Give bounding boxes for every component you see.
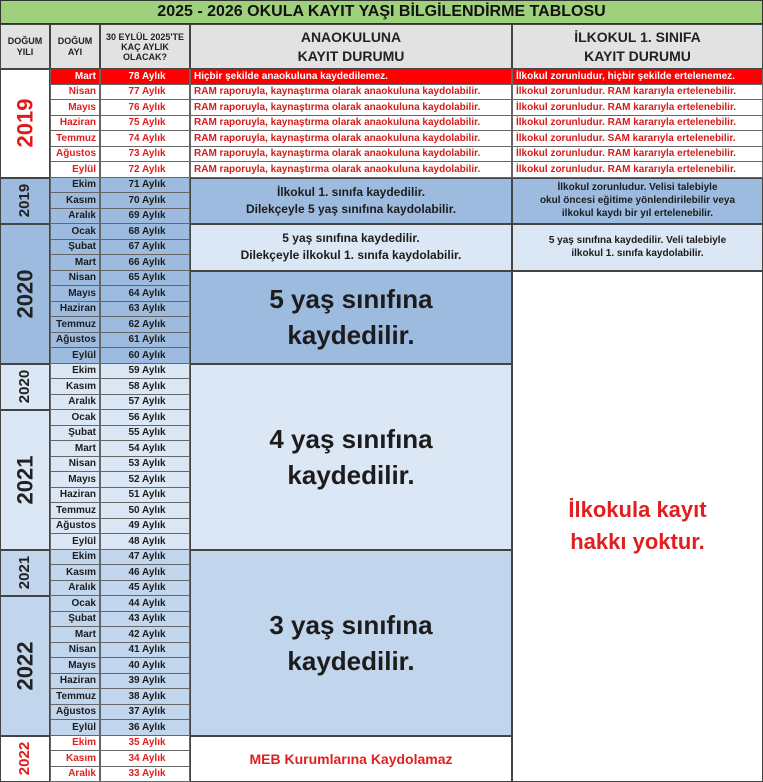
year-label-2019: 2019 — [0, 178, 50, 225]
age-cell: 70 Aylık — [100, 193, 190, 209]
anaokulu-status: MEB Kurumlarına Kaydolamaz — [190, 736, 512, 782]
ilkokul-status: İlkokul zorunludur. Velisi talebiyle okul öncesi eğitime yönlendirilebilir veya ilkokul kaydı bir yıl ertelenebilir. — [512, 178, 763, 225]
age-cell: 53 Aylık — [100, 457, 190, 473]
anaokulu-status: 4 yaş sınıfına kaydedilir. — [190, 364, 512, 550]
age-cell: 75 Aylık — [100, 116, 190, 132]
anaokulu-status: 5 yaş sınıfına kaydedilir. — [190, 271, 512, 364]
ilkokul-status: İlkokul zorunludur. SAM kararıyla ertelenebilir. — [512, 131, 763, 147]
ilkokul-status: İlkokul zorunludur. RAM kararıyla ertelenebilir. — [512, 100, 763, 116]
month-cell: Ekim — [50, 178, 100, 194]
anaokulu-status: RAM raporuyla, kaynaştırma olarak anaokuluna kaydolabilir. — [190, 85, 512, 101]
month-cell: Haziran — [50, 302, 100, 318]
month-cell: Şubat — [50, 612, 100, 628]
month-cell: Ekim — [50, 364, 100, 380]
age-cell: 71 Aylık — [100, 178, 190, 194]
age-cell: 50 Aylık — [100, 503, 190, 519]
age-cell: 74 Aylık — [100, 131, 190, 147]
year-label-2021: 2021 — [0, 550, 50, 597]
month-cell: Temmuz — [50, 503, 100, 519]
month-cell: Kasım — [50, 751, 100, 767]
year-label-2020: 2020 — [0, 224, 50, 364]
month-cell: Eylül — [50, 162, 100, 178]
age-cell: 77 Aylık — [100, 85, 190, 101]
year-label-2020: 2020 — [0, 364, 50, 411]
ilkokul-status: İlkokula kayıt hakkı yoktur. — [512, 271, 763, 782]
header-dogum-ayi: DOĞUM AYI — [50, 24, 100, 69]
ilkokul-status: İlkokul zorunludur. RAM kararıyla ertelenebilir. — [512, 85, 763, 101]
age-cell: 35 Aylık — [100, 736, 190, 752]
month-cell: Mayıs — [50, 286, 100, 302]
month-cell: Haziran — [50, 116, 100, 132]
age-cell: 73 Aylık — [100, 147, 190, 163]
month-cell: Nisan — [50, 85, 100, 101]
age-cell: 65 Aylık — [100, 271, 190, 287]
month-cell: Nisan — [50, 643, 100, 659]
age-cell: 69 Aylık — [100, 209, 190, 225]
anaokulu-status: 3 yaş sınıfına kaydedilir. — [190, 550, 512, 736]
age-cell: 47 Aylık — [100, 550, 190, 566]
age-cell: 38 Aylık — [100, 689, 190, 705]
month-cell: Ekim — [50, 736, 100, 752]
age-cell: 48 Aylık — [100, 534, 190, 550]
month-cell: Mayıs — [50, 100, 100, 116]
year-label-2021: 2021 — [0, 410, 50, 550]
year-label-2022: 2022 — [0, 596, 50, 736]
month-cell: Mayıs — [50, 658, 100, 674]
age-cell: 42 Aylık — [100, 627, 190, 643]
age-cell: 45 Aylık — [100, 581, 190, 597]
age-cell: 34 Aylık — [100, 751, 190, 767]
age-cell: 62 Aylık — [100, 317, 190, 333]
ilkokul-status: 5 yaş sınıfına kaydedilir. Veli talebiyle ilkokul 1. sınıfa kaydolabilir. — [512, 224, 763, 271]
age-cell: 55 Aylık — [100, 426, 190, 442]
anaokulu-status: RAM raporuyla, kaynaştırma olarak anaokuluna kaydolabilir. — [190, 162, 512, 178]
month-cell: Aralık — [50, 581, 100, 597]
month-cell: Ocak — [50, 410, 100, 426]
month-cell: Haziran — [50, 674, 100, 690]
month-cell: Temmuz — [50, 689, 100, 705]
age-cell: 51 Aylık — [100, 488, 190, 504]
month-cell: Aralık — [50, 767, 100, 782]
anaokulu-status: RAM raporuyla, kaynaştırma olarak anaokuluna kaydolabilir. — [190, 100, 512, 116]
anaokulu-status: İlkokul 1. sınıfa kaydedilir. Dilekçeyle 5 yaş sınıfına kaydolabilir. — [190, 178, 512, 225]
year-label-2019: 2019 — [0, 69, 50, 178]
month-cell: Ocak — [50, 224, 100, 240]
month-cell: Eylül — [50, 534, 100, 550]
month-cell: Ağustos — [50, 705, 100, 721]
month-cell: Ocak — [50, 596, 100, 612]
month-cell: Nisan — [50, 271, 100, 287]
anaokulu-status: 5 yaş sınıfına kaydedilir. Dilekçeyle ilkokul 1. sınıfa kaydolabilir. — [190, 224, 512, 271]
age-cell: 57 Aylık — [100, 395, 190, 411]
age-cell: 41 Aylık — [100, 643, 190, 659]
anaokulu-status: RAM raporuyla, kaynaştırma olarak anaokuluna kaydolabilir. — [190, 116, 512, 132]
age-cell: 46 Aylık — [100, 565, 190, 581]
age-cell: 60 Aylık — [100, 348, 190, 364]
ilkokul-status: İlkokul zorunludur. RAM kararıyla ertelenebilir. — [512, 116, 763, 132]
ilkokul-status: İlkokul zorunludur. RAM kararıyla ertelenebilir. — [512, 147, 763, 163]
age-cell: 68 Aylık — [100, 224, 190, 240]
header-ilkokul: İLKOKUL 1. SINIFA KAYIT DURUMU — [512, 24, 763, 69]
month-cell: Aralık — [50, 395, 100, 411]
age-cell: 44 Aylık — [100, 596, 190, 612]
age-cell: 54 Aylık — [100, 441, 190, 457]
month-cell: Ağustos — [50, 147, 100, 163]
age-cell: 72 Aylık — [100, 162, 190, 178]
month-cell: Ekim — [50, 550, 100, 566]
header-dogum-yili: DOĞUM YILI — [0, 24, 50, 69]
age-cell: 33 Aylık — [100, 767, 190, 782]
anaokulu-status: Hiçbir şekilde anaokuluna kaydedilemez. — [190, 69, 512, 85]
age-cell: 40 Aylık — [100, 658, 190, 674]
month-cell: Ağustos — [50, 519, 100, 535]
age-cell: 66 Aylık — [100, 255, 190, 271]
ilkokul-status: İlkokul zorunludur, hiçbir şekilde ertelenemez. — [512, 69, 763, 85]
month-cell: Mart — [50, 255, 100, 271]
month-cell: Kasım — [50, 193, 100, 209]
month-cell: Haziran — [50, 488, 100, 504]
month-cell: Mart — [50, 627, 100, 643]
age-cell: 63 Aylık — [100, 302, 190, 318]
age-cell: 78 Aylık — [100, 69, 190, 85]
page-title: 2025 - 2026 OKULA KAYIT YAŞI BİLGİLENDİRME TABLOSU — [0, 0, 763, 24]
year-label-2022: 2022 — [0, 736, 50, 782]
age-cell: 49 Aylık — [100, 519, 190, 535]
anaokulu-status: RAM raporuyla, kaynaştırma olarak anaokuluna kaydolabilir. — [190, 147, 512, 163]
month-cell: Eylül — [50, 720, 100, 736]
age-cell: 67 Aylık — [100, 240, 190, 256]
age-cell: 61 Aylık — [100, 333, 190, 349]
age-cell: 52 Aylık — [100, 472, 190, 488]
age-cell: 37 Aylık — [100, 705, 190, 721]
month-cell: Temmuz — [50, 317, 100, 333]
age-cell: 39 Aylık — [100, 674, 190, 690]
age-cell: 43 Aylık — [100, 612, 190, 628]
month-cell: Kasım — [50, 379, 100, 395]
month-cell: Nisan — [50, 457, 100, 473]
anaokulu-status: RAM raporuyla, kaynaştırma olarak anaokuluna kaydolabilir. — [190, 131, 512, 147]
month-cell: Ağustos — [50, 333, 100, 349]
month-cell: Şubat — [50, 240, 100, 256]
month-cell: Eylül — [50, 348, 100, 364]
month-cell: Temmuz — [50, 131, 100, 147]
ilkokul-status: İlkokul zorunludur. RAM kararıyla ertelenebilir. — [512, 162, 763, 178]
age-cell: 59 Aylık — [100, 364, 190, 380]
month-cell: Kasım — [50, 565, 100, 581]
age-cell: 76 Aylık — [100, 100, 190, 116]
age-cell: 36 Aylık — [100, 720, 190, 736]
month-cell: Mart — [50, 69, 100, 85]
age-cell: 64 Aylık — [100, 286, 190, 302]
month-cell: Mayıs — [50, 472, 100, 488]
header-kac-aylik: 30 EYLÜL 2025'TE KAÇ AYLIK OLACAK? — [100, 24, 190, 69]
header-anaokulu: ANAOKULUNA KAYIT DURUMU — [190, 24, 512, 69]
month-cell: Mart — [50, 441, 100, 457]
age-cell: 58 Aylık — [100, 379, 190, 395]
age-cell: 56 Aylık — [100, 410, 190, 426]
month-cell: Aralık — [50, 209, 100, 225]
month-cell: Şubat — [50, 426, 100, 442]
